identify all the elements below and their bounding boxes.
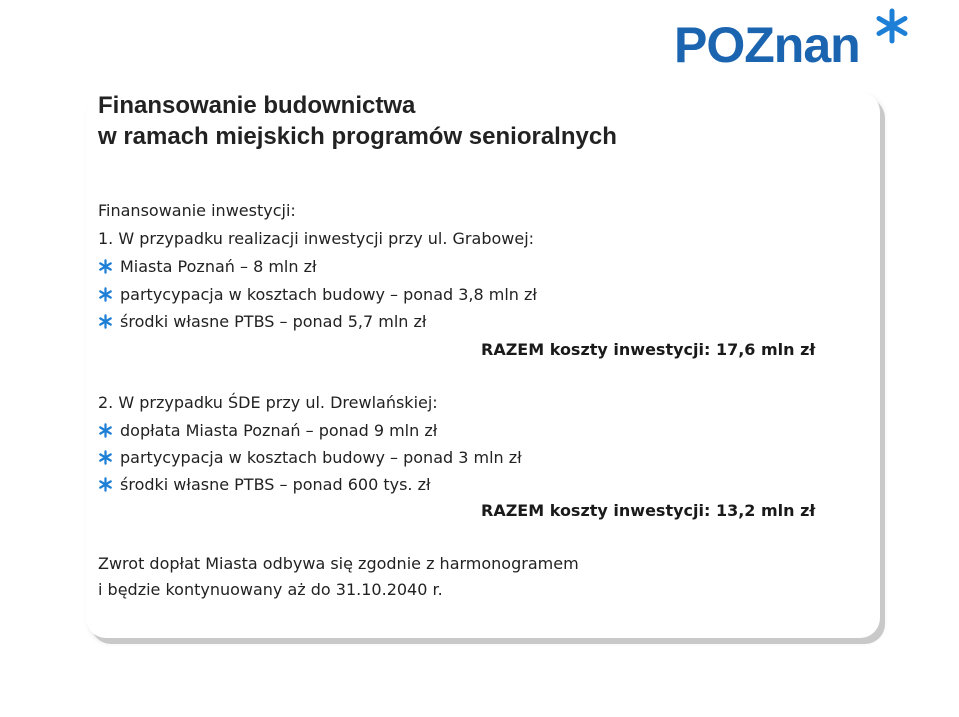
list-item — [98, 421, 437, 443]
list-item — [98, 257, 317, 279]
list-item-text: Miasta Poznań – 8 mln zł — [120, 257, 317, 276]
list-item — [98, 448, 522, 470]
footer-line-1: Zwrot dopłat Miasta odbywa się zgodnie z harmonogramem — [98, 554, 579, 573]
list-item — [98, 475, 431, 497]
section1-total: RAZEM koszty inwestycji: 17,6 mln zł — [481, 340, 816, 359]
section2-total: RAZEM koszty inwestycji: 13,2 mln zł — [481, 501, 816, 520]
asterisk-bullet-icon — [98, 314, 120, 334]
asterisk-bullet-icon — [98, 423, 120, 443]
title-line-1: Finansowanie budownictwa — [98, 92, 416, 119]
title-line-2: w ramach miejskich programów senioralnych — [98, 123, 617, 150]
asterisk-bullet-icon — [98, 450, 120, 470]
section1-heading: 1. W przypadku realizacji inwestycji przy ul. Grabowej: — [98, 229, 535, 248]
footer-line-2: i będzie kontynuowany aż do 31.10.2040 r. — [98, 580, 443, 599]
asterisk-bullet-icon — [98, 259, 120, 279]
logo-text: POZnan — [674, 17, 860, 73]
list-item-text: partycypacja w kosztach budowy – ponad 3,8 mln zł — [120, 285, 537, 304]
asterisk-bullet-icon — [98, 287, 120, 307]
list-item — [98, 285, 537, 307]
list-item — [98, 312, 426, 334]
asterisk-icon — [874, 8, 910, 44]
section2-heading: 2. W przypadku ŚDE przy ul. Drewlańskiej: — [98, 393, 438, 412]
list-item-text: dopłata Miasta Poznań – ponad 9 mln zł — [120, 421, 438, 440]
poznan-logo — [660, 6, 930, 76]
list-item-text: środki własne PTBS – ponad 5,7 mln zł — [120, 312, 427, 331]
asterisk-bullet-icon — [98, 477, 120, 497]
list-item-text: środki własne PTBS – ponad 600 tys. zł — [120, 475, 431, 494]
list-item-text: partycypacja w kosztach budowy – ponad 3 mln zł — [120, 448, 522, 467]
page-title — [98, 90, 617, 152]
intro-text: Finansowanie inwestycji: — [98, 201, 296, 220]
